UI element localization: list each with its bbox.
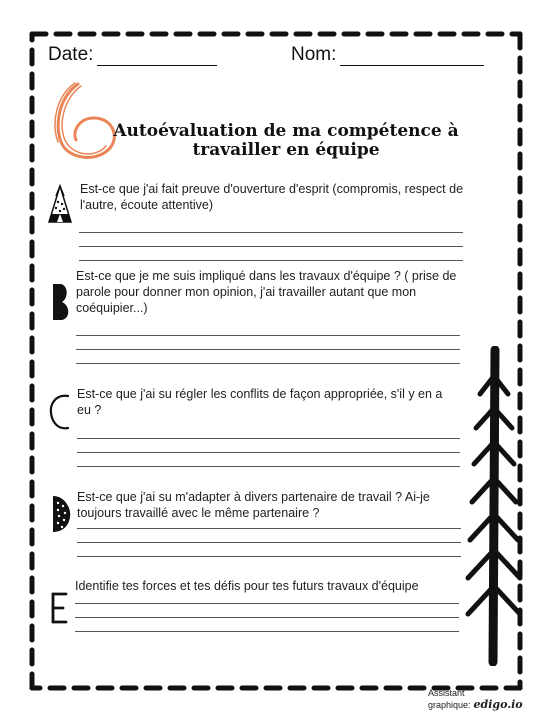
brand-logo: edigo.io — [473, 698, 523, 711]
pine-tree-decoration — [462, 346, 528, 666]
footer-label: Assistant graphique: — [428, 688, 471, 710]
question-b-text: Est-ce que je me suis impliqué dans les travaux d'équipe ? ( prise de parole pour donner mon opinion, j'ai travailler autant que mon coéquipier...) — [76, 269, 457, 315]
answer-line[interactable] — [76, 363, 460, 364]
letter-a-icon — [46, 184, 74, 224]
answer-line[interactable] — [79, 232, 463, 233]
footer-credit — [428, 688, 546, 711]
answer-line[interactable] — [79, 260, 463, 261]
letter-e-icon — [50, 592, 70, 624]
date-label: Date: — [48, 44, 94, 65]
answer-line[interactable] — [75, 603, 459, 604]
answer-line[interactable] — [76, 335, 460, 336]
answer-line[interactable] — [75, 631, 459, 632]
name-field[interactable] — [291, 44, 484, 66]
answer-line[interactable] — [77, 438, 460, 439]
question-a-text: Est-ce que j'ai fait preuve d'ouverture d'esprit (compromis, respect de l'autre, écoute attentive) — [80, 182, 464, 212]
answer-line[interactable] — [77, 542, 461, 543]
answer-line[interactable] — [77, 556, 461, 557]
answer-line[interactable] — [77, 528, 461, 529]
question-e-text: Identifie tes forces et tes défis pour tes futurs travaux d'équipe — [75, 579, 419, 593]
answer-line[interactable] — [77, 466, 460, 467]
answer-line[interactable] — [77, 452, 460, 453]
title-line-2: travailler en équipe — [192, 140, 380, 160]
letter-d-icon — [50, 494, 74, 534]
answer-line[interactable] — [75, 617, 459, 618]
date-field[interactable] — [48, 44, 217, 66]
title-line-1: Autoévaluation de ma compétence à — [113, 121, 459, 141]
question-d-text: Est-ce que j'ai su m'adapter à divers partenaire de travail ? Ai-je toujours travaillé avec le même partenaire ? — [77, 490, 430, 520]
date-line[interactable] — [97, 45, 217, 66]
page-title — [96, 122, 476, 160]
letter-b-icon — [50, 282, 72, 322]
question-c-text: Est-ce que j'ai su régler les conflits de façon appropriée, s'il y en a eu ? — [77, 387, 443, 417]
name-line[interactable] — [340, 45, 484, 66]
name-label: Nom: — [291, 44, 337, 65]
answer-line[interactable] — [79, 246, 463, 247]
letter-c-icon — [48, 392, 72, 432]
answer-line[interactable] — [76, 349, 460, 350]
